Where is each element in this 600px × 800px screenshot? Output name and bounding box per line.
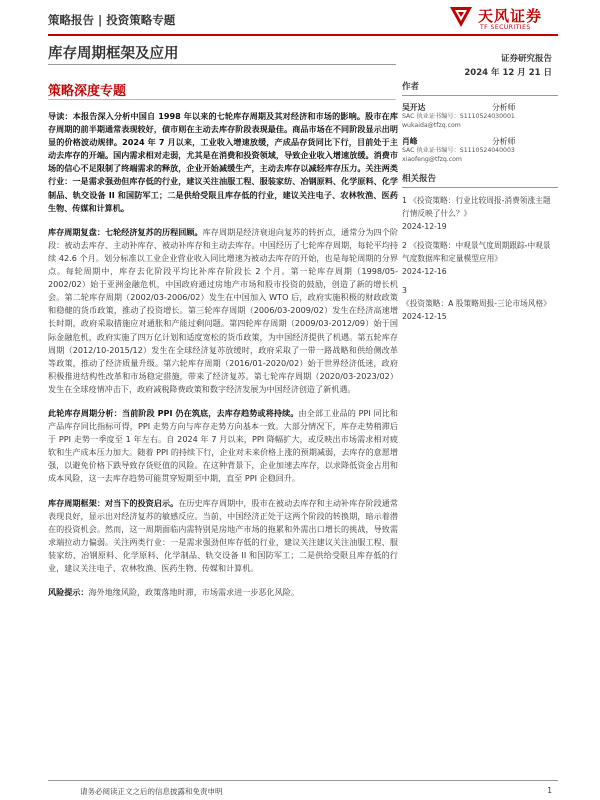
analysis-paragraph [48, 407, 398, 486]
report-type: 证券研究报告 [500, 54, 552, 64]
author-email[interactable]: xiaofeng@tfzq.com [402, 155, 462, 163]
author-license: SAC 执业证书编号：S1110524040003 [402, 147, 515, 154]
related-report-date: 2024-12-15 [402, 312, 447, 321]
paragraph-text: 海外地缘风险，政策落地时滞，市场需求进一步恶化风险。 [88, 587, 299, 598]
related-report-date: 2024-12-19 [402, 222, 447, 231]
report-date: 2024 年 12 月 21 日 [464, 68, 552, 78]
paragraph-lead: 此轮库存周期分析：当前阶段 PPI 仍在筑底，去库存趋势或将持续。 [48, 407, 299, 418]
header-divider [48, 34, 558, 36]
paragraph-lead: 库存周期复盘：七轮经济复苏的历程回顾。 [48, 226, 203, 237]
footer-divider [48, 780, 558, 781]
framework-paragraph [48, 497, 398, 576]
review-paragraph [48, 226, 398, 396]
subtitle-divider [48, 99, 396, 100]
brand-logo [448, 3, 558, 37]
report-category: 策略报告 | 投资策略专题 [48, 13, 176, 27]
authors-heading: 作者 [402, 80, 558, 96]
author-license: SAC 执业证书编号：S1110524030001 [402, 113, 515, 120]
related-report-item[interactable] [402, 284, 558, 323]
related-report-title[interactable]: 《投资策略：A 股策略周报-三论市场风格》 [402, 299, 551, 308]
related-report-item[interactable] [402, 194, 558, 233]
document-title: 库存周期框架及应用 [48, 46, 179, 62]
paragraph-text: 由全部工业品的 PPI 同比和产品库存同比指标可得，PPI 走势方向与库存走势方向基本一致。大部分情况下，库存走势稍滞后于 PPI 走势一季度至 1 年左右。自 2024 年 7 月以来，PPI 降幅扩大，或反映出市场需求相对疲软和生产成本压力加大。随着 PPI 的持续下行，企业对未来价格上涨的预期减弱，去库存的意愿增强，以避免价格下跌导致存货贬值的风险。在这种背景下，企业加速去库存，以求降低资金占用和成本风险，这一去库存趋势可能贯穿短期至中期，直至 PPI 企稳回升。 [48, 407, 399, 484]
author-card [402, 136, 558, 164]
related-report-title[interactable]: 《投资策略：行业比较周报-消费领涨主题行情反映了什么？》 [402, 196, 551, 218]
related-report-number: 2 [402, 241, 407, 250]
sidebar [402, 80, 558, 329]
author-name: 肖峰 [402, 137, 418, 146]
paragraph-bold-text: 本报告深入分析中国自 1998 年以来的七轮库存周期及其对经济和市场的影响。股市在库存周期的前半期通常表现较好，债市则在主动去库存阶段表现最佳。商品市场在不同阶段显示出明显的价格波动规律。2024 年 7 月以来，工业收入增速放缓，产成品存货同比下行，目前处于主动去库存的开端。国内需求相对走弱，尤其是在消费和投资领域，导致企业收入增速放缓。消费市场的信心不足限制了终端需求的释放，企业开始减缓生产，主动去库存以减轻库存压力。关注两类行业：一是需求强劲但库存低的行业，建议关注油服工程、服装家纺、冶钢原料、化学原料、化学制品、轨交设备 II 和国防军工；二是供给受限且库存低的行业，建议关注电子、农林牧渔、医药生物、传媒和计算机。 [48, 111, 398, 213]
summary-paragraph [48, 110, 398, 215]
risk-paragraph [48, 586, 398, 599]
paragraph-text: 库存周期是经济衰退向复苏的转折点，通常分为四个阶段：被动去库存、主动补库存、被动补库存和主动去库存。中国经历了七轮库存周期，每轮平均持续 42.6 个月。划分标准以工业企业营业收入同比增速为被动去库存的开始，也是每轮周期的分界点。每轮周期中，库存去化阶段平均比补库存阶段长 2 个月。第一轮库存周期（1998/05-2002/02）始于亚洲金融危机，中国政府通过房地产市场和股市投资的鼓励，创造了新的增长机会。第二轮库存周期（2002/03-2006/02）发生在中国加入 WTO 后，政府实施积极的财政政策和稳健的货币政策，推动了投资增长。第三轮库存周期（2006/03-2009/02）发生在经济高速增长时期，政府采取措施应对通胀和产能过剩问题。第四轮库存周期（2009/03-2012/09）始于国际金融危机，政府实施了四万亿计划和适度宽松的货币政策，为中国经济提供了机遇。第五轮库存周期（2012/10-2015/12）发生在全球经济复苏放缓时，政府采取了一带一路战略和供给侧改革等政策，推动了经济质量升级。第六轮库存周期（2016/01-2020/02）始于世界经济低迷，政府积极推进结构性改革和市场稳定措施，带来了经济复苏。第七轮库存周期（2020/03-2023/02）发生在全球疫情冲击下，政府减税降费政策和数字经济发展为中国经济创造了新机遇。 [48, 226, 398, 394]
related-report-number: 1 [402, 196, 407, 205]
tf-logo-icon [448, 5, 474, 29]
paragraph-lead: 风险提示： [48, 587, 89, 598]
main-body [48, 110, 398, 610]
related-report-number: 3 [402, 286, 407, 295]
related-report-title[interactable]: 《投资策略：中观景气度周期跟踪-中观景气度数据库和定量模型应用》 [402, 241, 551, 263]
paragraph-lead: 导读： [48, 111, 73, 121]
page-number: 1 [547, 786, 552, 795]
paragraph-text: 在历史库存周期中，股市在被动去库存和主动补库存阶段通常表现良好，显示出对经济复苏的敏感反应。当前，中国经济正处于这两个阶段的转换期，暗示着潜在的投资机会。然而，这一周期面临内需特别是房地产市场的拖累和外需出口增长的挑战，导致需求端拉动力偏弱。关注两类行业：一是需求强劲但库存低的行业，建议关注建议关注油服工程、服装家纺、冶钢原料、化学原料、化学制品、轨交设备 II 和国防军工；二是供给受限且库存低的行业，建议关注电子、农林牧渔、医药生物、传媒和计算机。 [48, 497, 398, 573]
paragraph-lead: 库存周期框架：对当下的投资启示。 [48, 497, 179, 508]
logo-text: 天风证券 [478, 7, 543, 25]
related-report-item[interactable] [402, 239, 558, 278]
footer-disclaimer: 请务必阅读正文之后的信息披露和免责申明 [80, 787, 223, 796]
title-divider [48, 64, 396, 65]
related-reports-heading: 相关报告 [402, 172, 558, 188]
author-role: 分析师 [492, 137, 516, 146]
author-card [402, 102, 558, 130]
related-report-date: 2024-12-16 [402, 267, 447, 276]
author-role: 分析师 [492, 103, 516, 112]
logo-subtext: TF SECURITIES [480, 24, 531, 31]
author-email[interactable]: wukaida@tfzq.com [402, 121, 461, 129]
author-name: 吴开达 [402, 103, 426, 112]
report-subtitle: 策略深度专题 [48, 84, 127, 99]
